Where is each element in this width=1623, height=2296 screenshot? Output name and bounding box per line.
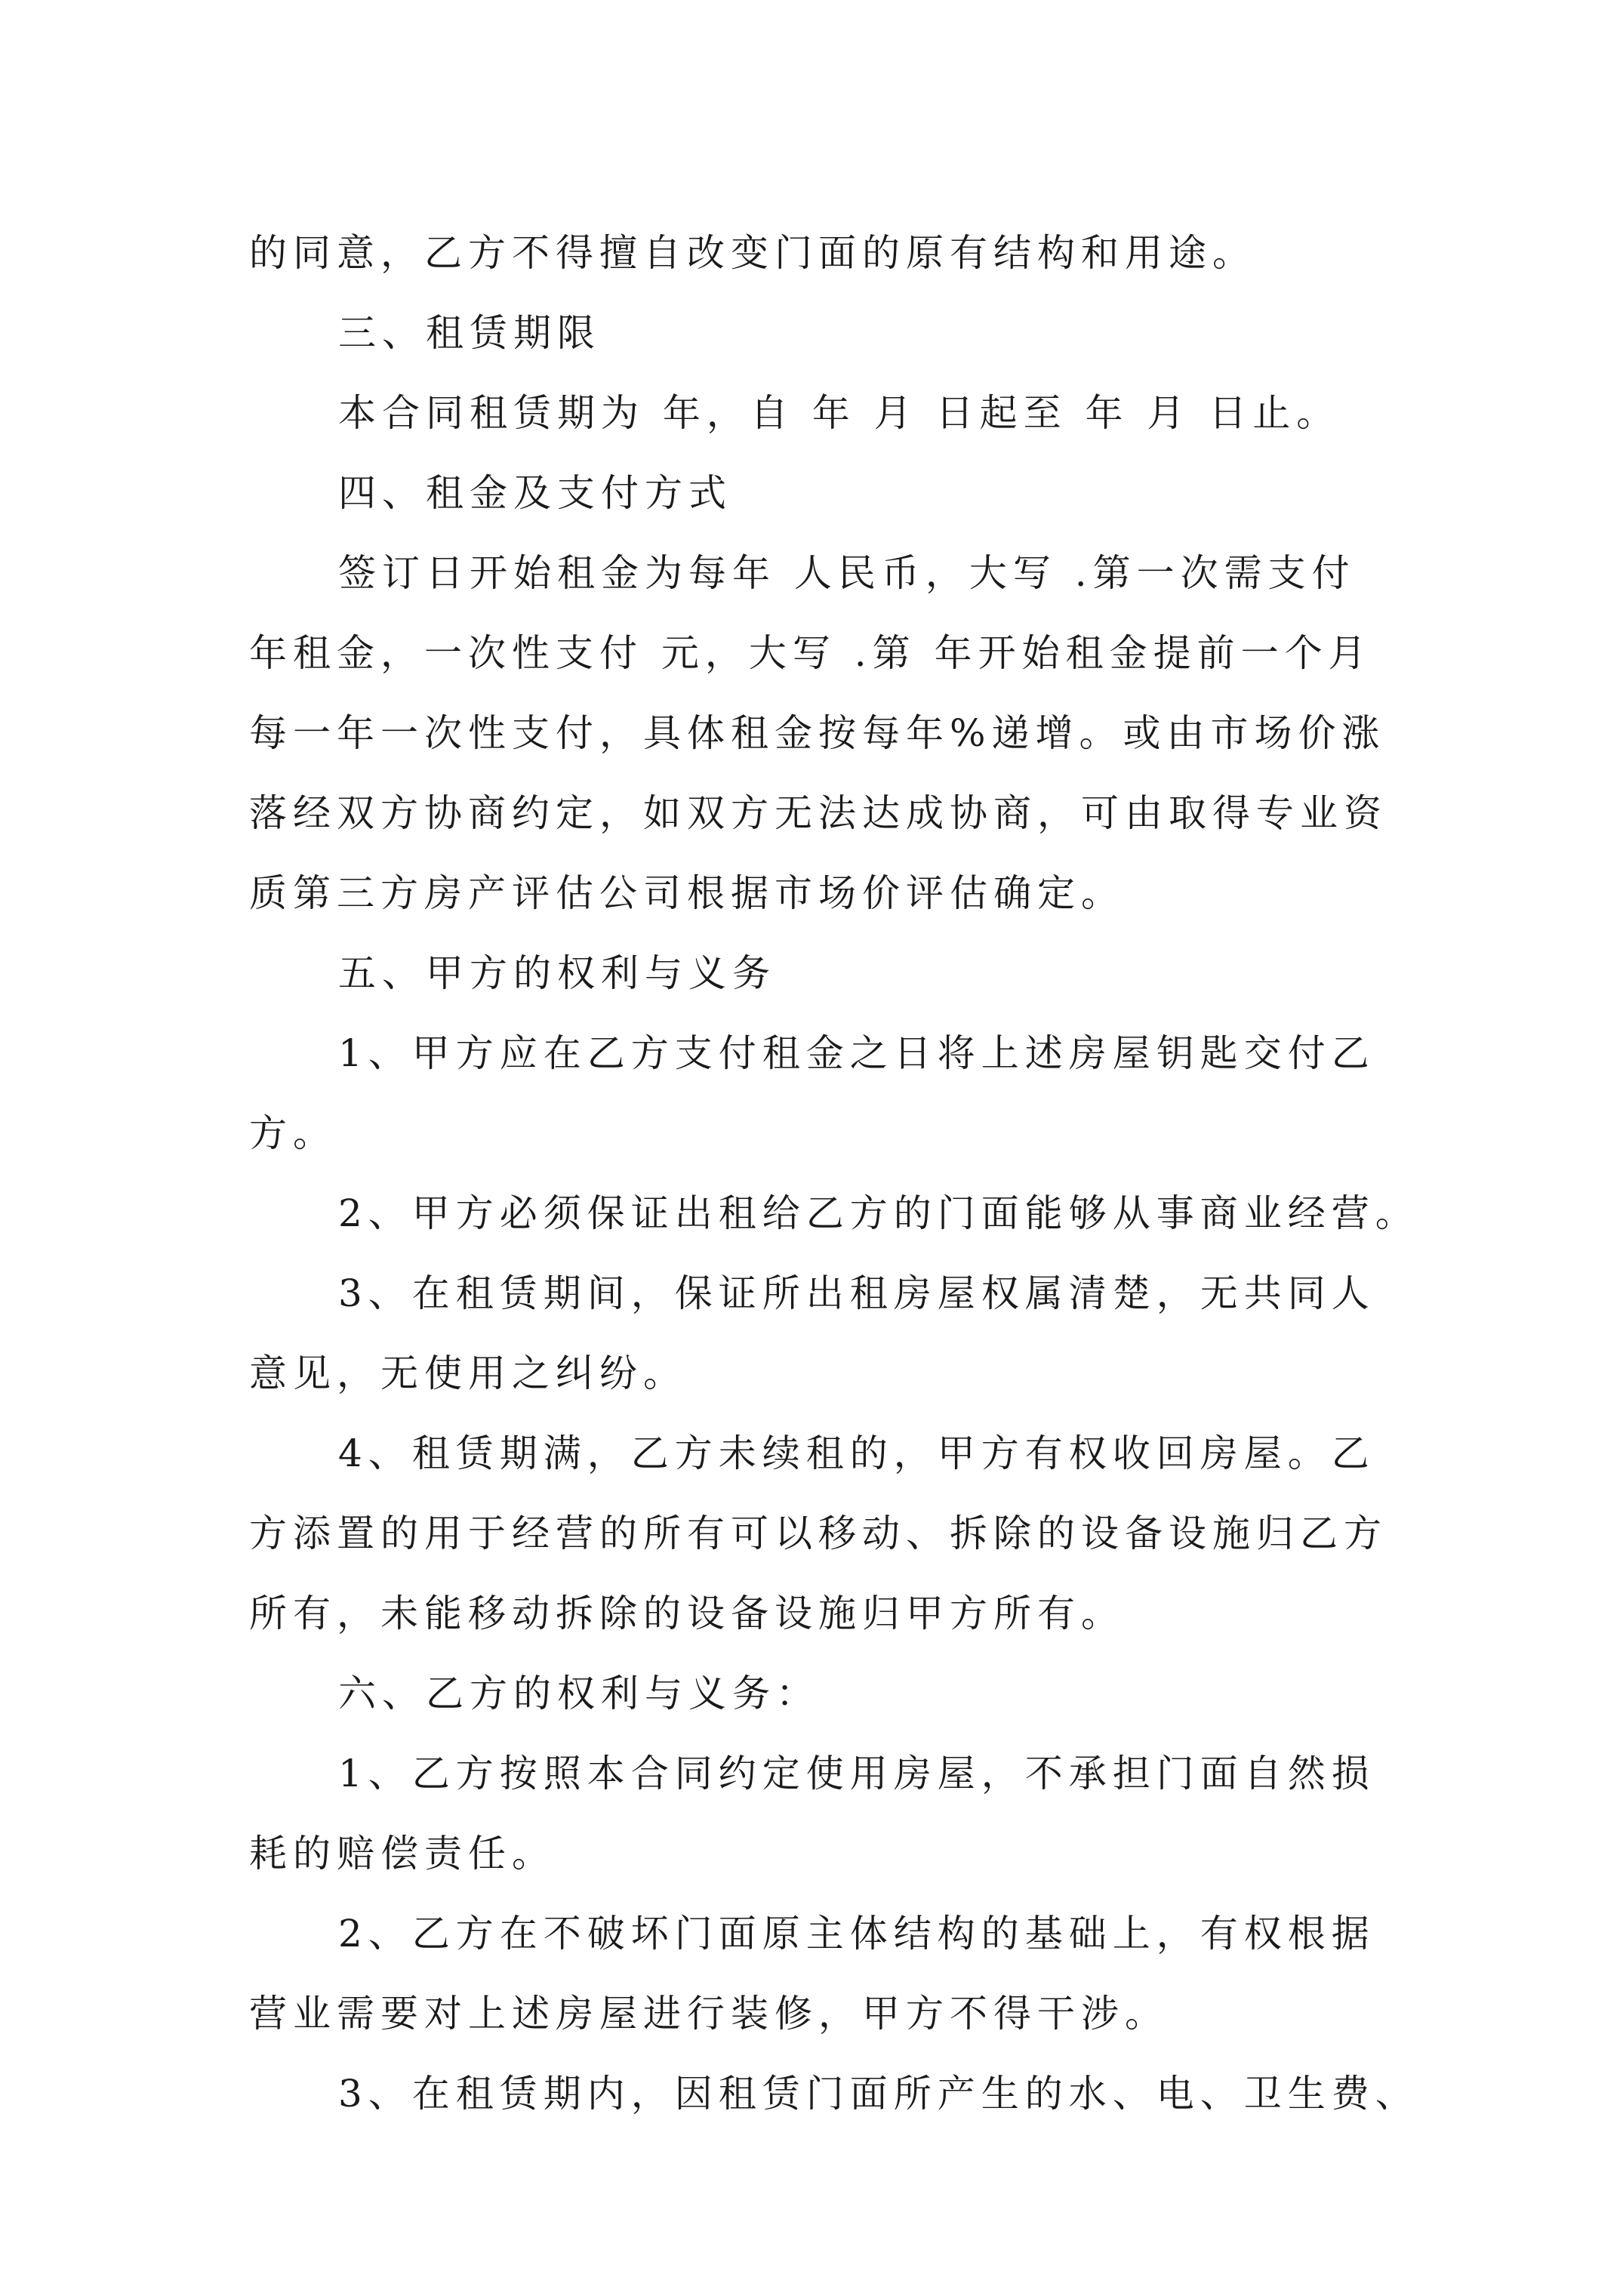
text-line: 年租金，一次性支付 元，大写 .第 年开始租金提前一个月	[249, 631, 1372, 675]
text-line: 3、在租赁期间，保证所出租房屋权属清楚，无共同人	[338, 1271, 1375, 1315]
text-line: 营业需要对上述房屋进行装修，甲方不得干涉。	[249, 1992, 1169, 2036]
text-line: 方添置的用于经营的所有可以移动、拆除的设备设施归乙方	[249, 1512, 1387, 1555]
text-line: 意见，无使用之纠纷。	[249, 1351, 687, 1395]
text-line: 1、乙方按照本合同约定使用房屋，不承担门面自然损	[338, 1752, 1375, 1795]
section-heading: 五、甲方的权利与义务	[338, 951, 776, 995]
text-line: 签订日开始租金为每年 人民币，大写 .第一次需支付	[338, 551, 1356, 595]
section-heading: 三、租赁期限	[338, 311, 601, 355]
text-line: 落经双方协商约定，如双方无法达成协商，可由取得专业资	[249, 791, 1387, 835]
text-line: 2、甲方必须保证出租给乙方的门面能够从事商业经营。	[338, 1191, 1419, 1235]
text-line: 耗的赔偿责任。	[249, 1832, 556, 1875]
text-line: 的同意，乙方不得擅自改变门面的原有结构和用途。	[249, 231, 1256, 275]
text-line: 1、甲方应在乙方支付租金之日将上述房屋钥匙交付乙	[338, 1031, 1375, 1075]
text-line: 质第三方房产评估公司根据市场价评估确定。	[249, 871, 1125, 915]
document-body	[249, 213, 1442, 2134]
text-line: 3、在租赁期内，因租赁门面所产生的水、电、卫生费、	[338, 2072, 1419, 2116]
text-line: 所有，未能移动拆除的设备设施归甲方所有。	[249, 1592, 1125, 1635]
section-heading: 四、租金及支付方式	[338, 471, 732, 515]
text-line: 方。	[249, 1111, 337, 1155]
text-line: 每一年一次性支付，具体租金按每年%递增。或由市场价涨	[249, 711, 1386, 755]
text-line: 4、租赁期满，乙方未续租的，甲方有权收回房屋。乙	[338, 1432, 1375, 1475]
section-heading: 六、乙方的权利与义务：	[338, 1672, 820, 1715]
text-line: 本合同租赁期为 年，自 年 月 日起至 年 月 日止。	[338, 391, 1341, 435]
text-line: 2、乙方在不破坏门面原主体结构的基础上，有权根据	[338, 1912, 1375, 1955]
